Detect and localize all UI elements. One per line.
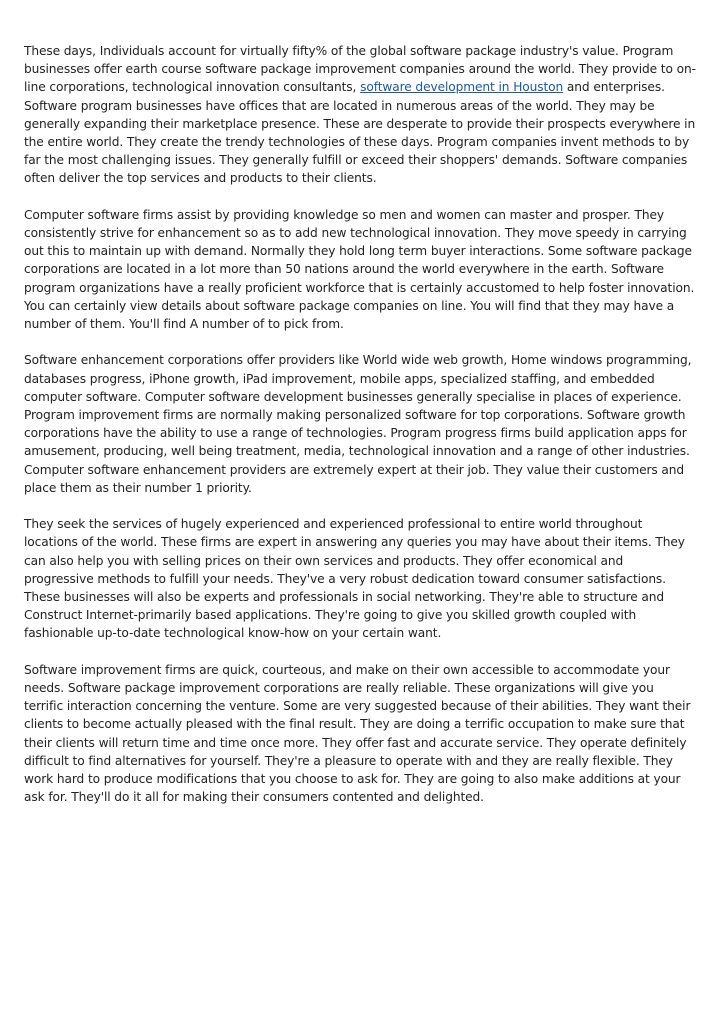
paragraph-2: Computer software firms assist by providing knowledge so men and women can master and prosper. They consistently strive for enhancement so as to add new technological innovation. They move speedy in carrying out this to maintain up with demand. Normally they hold long term buyer interactions. Some software package corporations are located in a lot more than 50 nations around the world everywhere in the earth. Software program organizations have a really proficient workforce that is certainly accustomed to help foster innovation. You can certainly view details about software package companies on line. You will find that they may have a number of them. You'll find A number of to pick from. xyxy=(24,207,695,332)
software-development-houston-link[interactable]: software development in Houston xyxy=(360,80,564,95)
paragraph-1-text-after-link: and enterprises. Software program businesses have offices that are located in numerous areas of the world. They may be generally expanding their marketplace presence. These are desperate to provide their prospects everywhere in the entire world. They create the trendy technologies of these days. Program companies invent methods to by far the most challenging issues. They generally fulfill or exceed their shoppers' demands. Software companies often deliver the top services and products to their clients. xyxy=(24,80,696,186)
paragraph-1 xyxy=(24,42,696,188)
paragraph-5: Software improvement firms are quick, courteous, and make on their own accessible to accommodate your needs. Software package improvement corporations are really reliable. These organizations will give you terrific interaction concerning the venture. Some are very suggested because of their abilities. They want their clients to become actually pleased with the final result. They are doing a terrific occupation to make sure that their clients will return time and time once more. They offer fast and accurate service. They operate definitely difficult to find alternatives for yourself. They're a pleasure to operate with and they are really flexible. They work hard to produce modifications that you choose to ask for. They are going to also make additions at your ask for. They'll do it all for making their consumers contented and delighted. xyxy=(24,662,691,805)
paragraph-4: They seek the services of hugely experienced and experienced professional to entire world throughout locations of the world. These firms are expert in answering any queries you may have about their items. They can also help you with selling prices on their own services and products. They offer economical and progressive methods to fulfill your needs. They've a very robust dedication toward consumer satisfactions. These businesses will also be experts and professionals in social networking. They're able to structure and Construct Internet-primarily based applications. They're going to give you skilled growth coupled with fashionable up-to-date technological know-how on your certain want. xyxy=(24,517,685,641)
paragraph-1-text-before-link: These days, Individuals account for virtually fifty% of the global software package industry's value. Program businesses offer earth course software package improvement companies around the world. They provide to on-line corporations, technological innovation consultants, xyxy=(24,44,696,95)
paragraph-3: Software enhancement corporations offer providers like World wide web growth, Home windows programming, databases progress, iPhone growth, iPad improvement, mobile apps, specialized staffing, and embedded computer software. Computer software development businesses generally specialise in places of experience. Program improvement firms are normally making personalized software for top corporations. Software growth corporations have the ability to use a range of technologies. Program progress firms build application apps for amusement, producing, well being treatment, media, technological innovation and a range of other industries. Computer software enhancement providers are extremely expert at their job. They value their customers and place them as their number 1 priority. xyxy=(24,353,692,495)
document-body xyxy=(24,42,696,825)
